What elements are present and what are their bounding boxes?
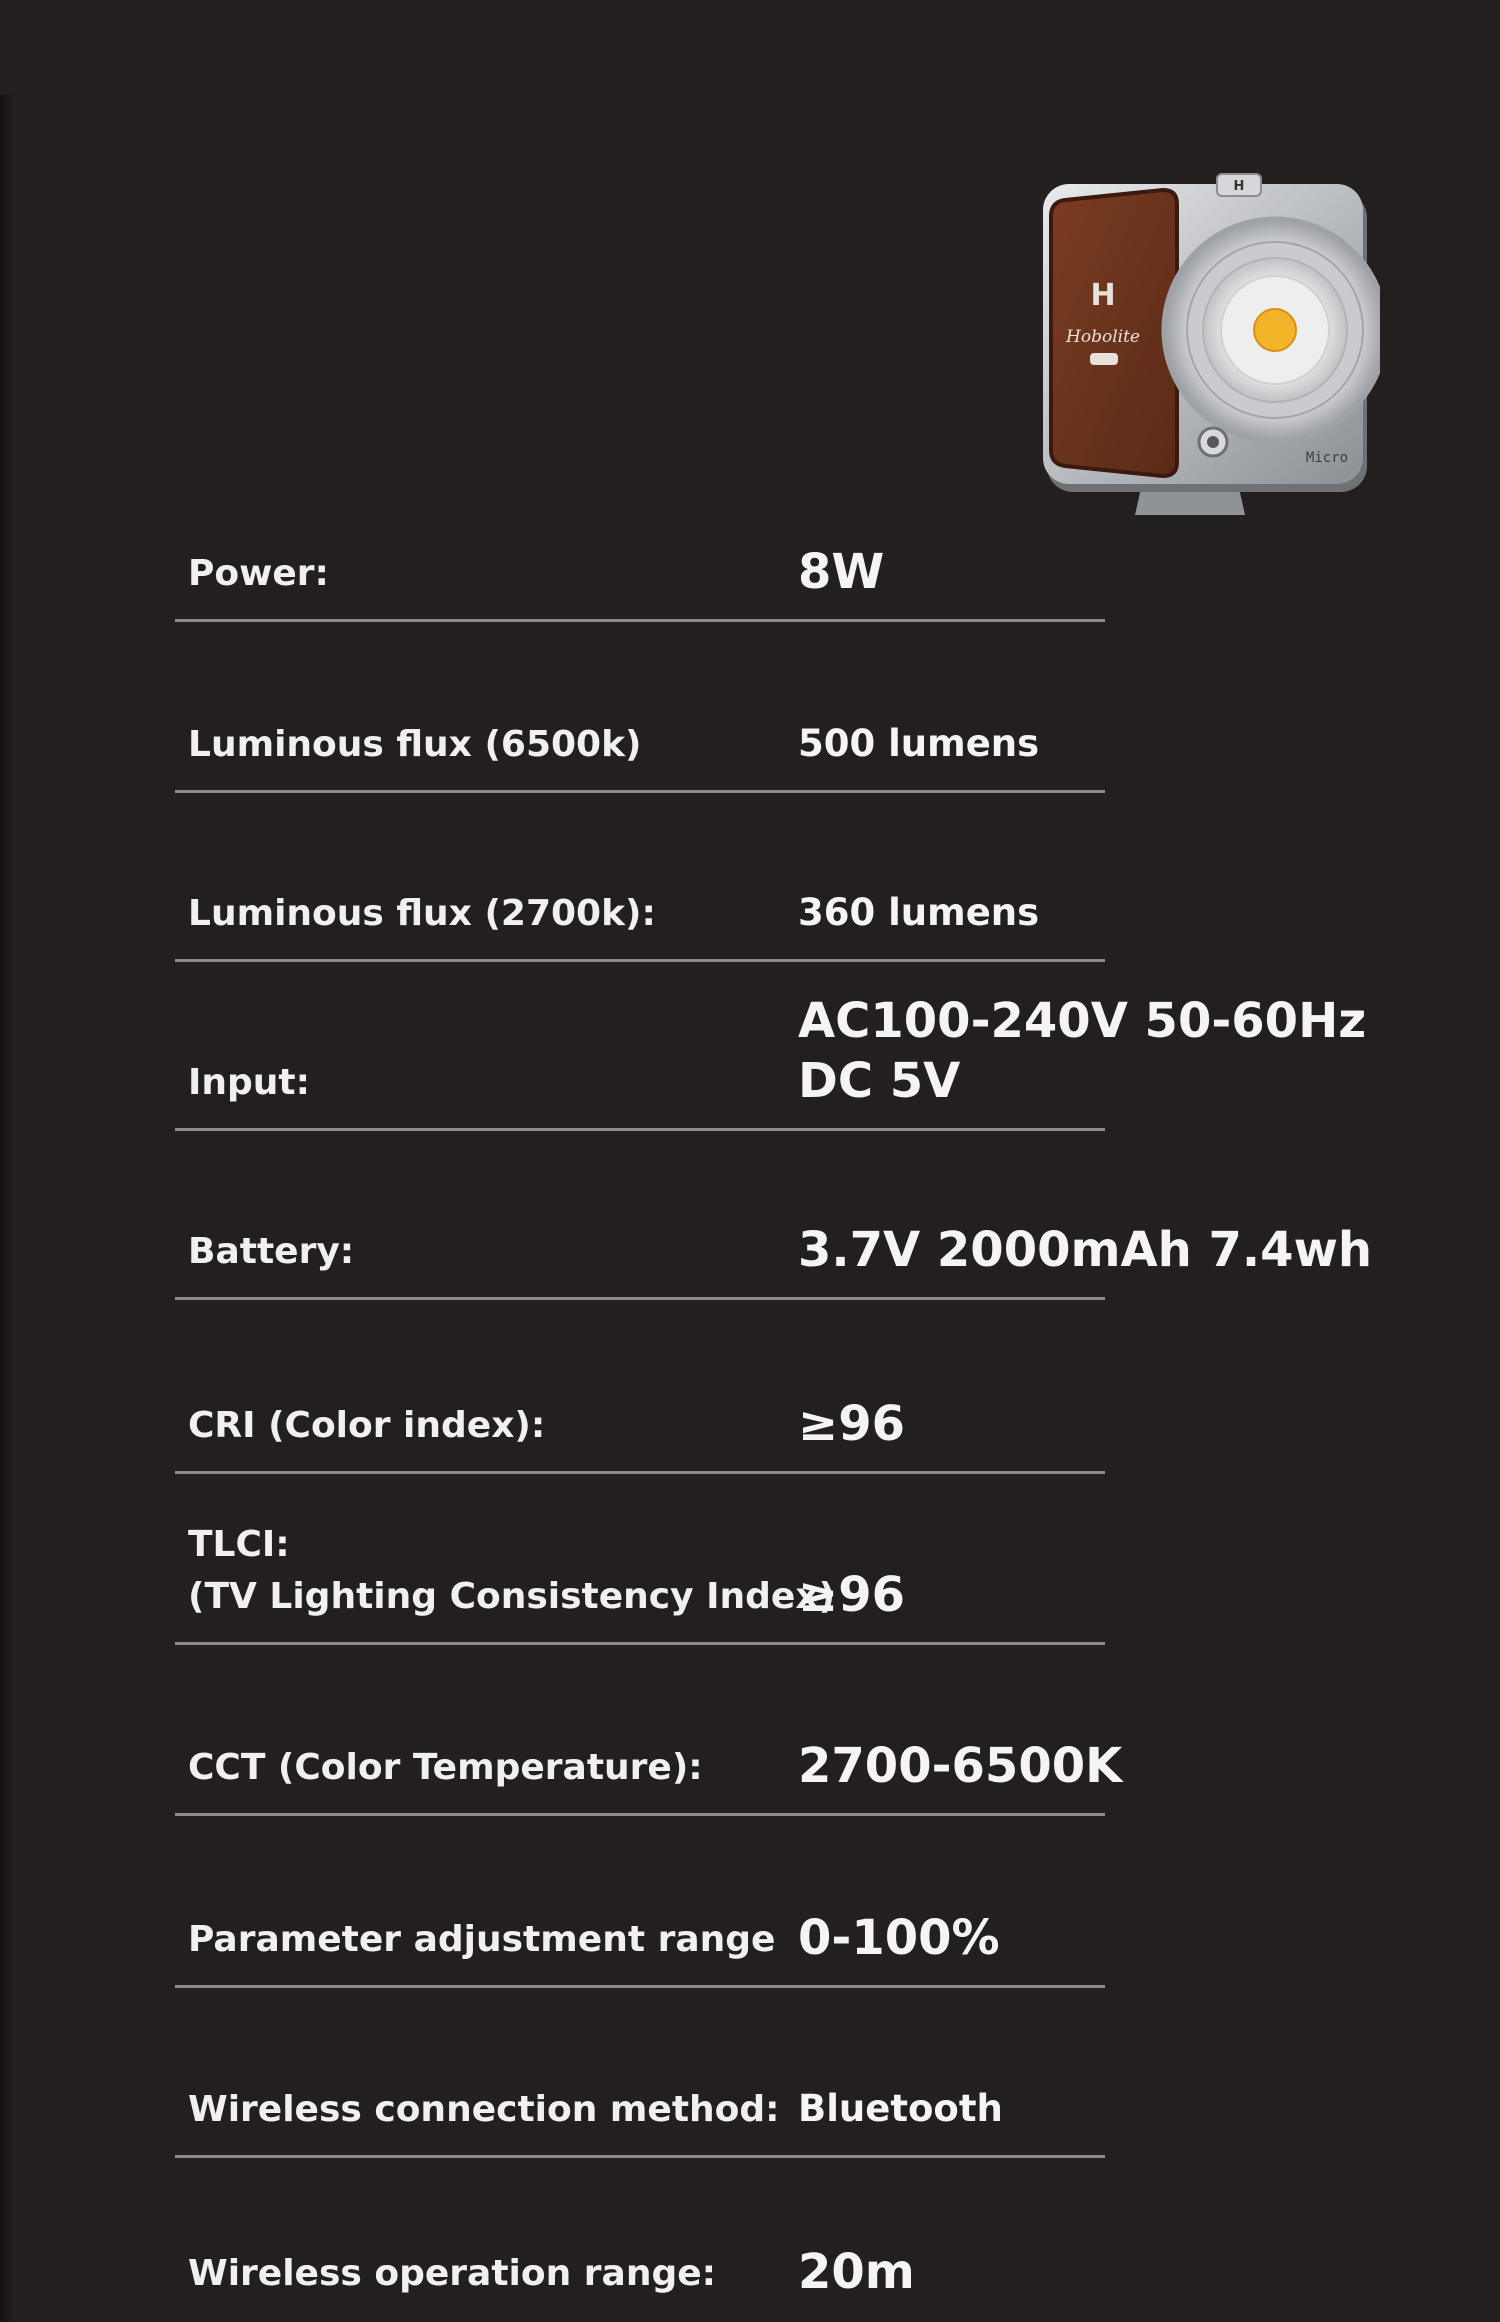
spec-value: ≥96 [798,1396,906,1452]
spec-label: Wireless connection method: [188,2088,780,2130]
spec-value: Bluetooth [798,2086,1003,2130]
spec-label: Wireless operation range: [188,2252,717,2294]
spec-label: TLCI: (TV Lighting Consistency Index) [188,1523,836,1617]
row-divider [175,619,1105,622]
spec-value: 0-100% [798,1910,1000,1966]
row-divider [175,1128,1105,1131]
spec-row [0,1656,1500,1816]
row-divider [175,1813,1105,1816]
brand-letter: H [1090,278,1116,313]
spec-label: Luminous flux (6500k) [188,723,642,765]
spec-row [0,2162,1500,2322]
spec-row [0,1998,1500,2158]
row-divider [175,1297,1105,1300]
spec-value: AC100-240V 50-60Hz DC 5V [798,993,1367,1109]
spec-label: CCT (Color Temperature): [188,1746,703,1788]
spec-label: Battery: [188,1230,355,1272]
spec-label: Parameter adjustment range [188,1918,776,1960]
spec-value: ≥96 [798,1567,906,1623]
spec-row [0,633,1500,793]
spec-value: 360 lumens [798,890,1040,934]
spec-label: CRI (Color index): [188,1404,546,1446]
svg-text:H: H [1233,179,1245,194]
spec-row [0,802,1500,962]
spec-value: 500 lumens [798,721,1040,765]
spec-row [0,1140,1500,1300]
spec-value: 20m [798,2244,915,2300]
spec-row [0,1485,1500,1645]
model-badge: Micro [1305,450,1349,466]
row-divider [175,1642,1105,1645]
row-divider [175,1985,1105,1988]
spec-value: 2700-6500K [798,1738,1123,1794]
spec-row [0,1314,1500,1474]
spec-label: Power: [188,552,329,594]
spec-label: Luminous flux (2700k): [188,892,656,934]
spec-row [0,462,1500,622]
row-divider [175,959,1105,962]
spec-value: 8W [798,544,885,600]
row-divider [175,2155,1105,2158]
row-divider [175,1471,1105,1474]
spec-label: Input: [188,1061,311,1103]
brand-name: Hobolite [1066,327,1140,347]
spec-row [0,1828,1500,1988]
spec-row [0,971,1500,1131]
spec-value: 3.7V 2000mAh 7.4wh [798,1222,1373,1278]
row-divider [175,790,1105,793]
